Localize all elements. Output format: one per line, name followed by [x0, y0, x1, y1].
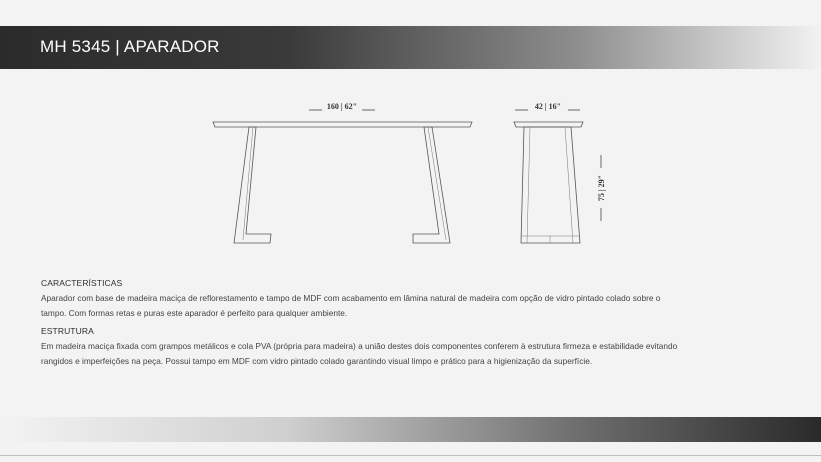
front-right-leg: [413, 127, 450, 243]
front-tabletop: [213, 122, 472, 127]
side-tabletop: [514, 122, 583, 127]
page-title: MH 5345 | APARADOR: [40, 37, 220, 56]
front-left-leg: [234, 127, 271, 243]
bottom-divider: [0, 455, 821, 456]
section-heading: ESTRUTURA: [41, 326, 94, 336]
section-estrutura: [41, 324, 801, 369]
section-heading: CARACTERÍSTICAS: [41, 278, 123, 288]
side-legs: [521, 127, 580, 243]
front-dimension: [309, 102, 375, 111]
footer-bar: [0, 417, 821, 442]
section-line: tampo. Com formas retas e puras este aparador é perfeito para qualquer ambiente.: [41, 308, 348, 318]
side-view: [514, 122, 583, 243]
section-caracteristicas: [41, 276, 801, 321]
front-view: [213, 122, 472, 243]
side-dimension: [515, 102, 580, 111]
side-depth-label: 42 | 16": [534, 102, 562, 111]
section-line: Aparador com base de madeira maciça de reflorestamento e tampo de MDF com acabamento em lâmina natural de madeira com opção de vidro pintado colado sobre o: [41, 293, 661, 303]
section-line: rangidos e imperfeições na peça. Possui tampo em MDF com vidro pintado colado garantindo visual limpo e prático para a higienização da superfície.: [41, 356, 593, 366]
front-width-label: 160 | 62": [326, 102, 358, 111]
section-line: Em madeira maciça fixada com grampos metálicos e cola PVA (própria para madeira) a união destes dois componentes conferem à estrutura firmeza e estabilidade evitando: [41, 341, 678, 351]
height-label: 75 | 29": [597, 174, 606, 202]
height-dimension: [597, 155, 606, 221]
description: [41, 276, 801, 369]
